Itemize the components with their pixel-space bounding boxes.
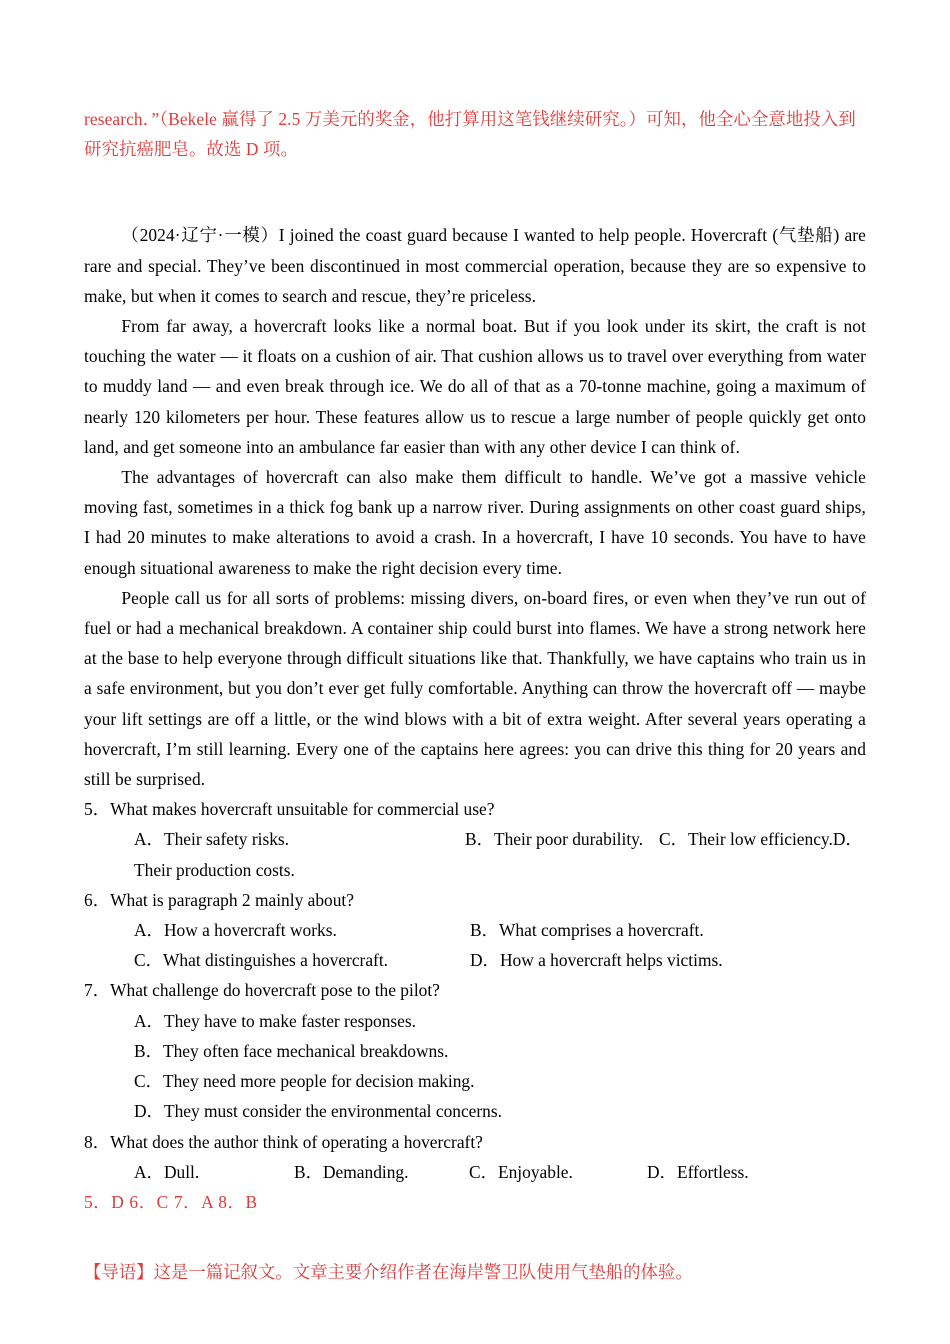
passage-paragraph-1-text: I joined the coast guard because I wanted to help people. Hovercraft (气垫船) are rare and special. They’ve been discontinued in most commercial operation, because they are so expensive to make, but when it comes to search and rescue, they’re priceless. xyxy=(84,225,866,306)
question-7 xyxy=(84,975,866,1126)
spacer xyxy=(84,1217,866,1257)
question-8-number: 8． xyxy=(84,1131,111,1152)
question-6-option-a[interactable]: A．How a hovercraft works. xyxy=(134,920,337,941)
analysis-line-2: 研究抗癌肥皂。故选 D 项。 xyxy=(84,139,298,160)
question-5-option-a[interactable]: A．Their safety risks. xyxy=(134,829,290,850)
passage-paragraph-1 xyxy=(84,220,866,311)
question-8-option-d[interactable]: D．Effortless. xyxy=(647,1161,749,1182)
passage-paragraph-3: The advantages of hovercraft can also make them difficult to handle. We’ve got a massive vehicle moving fast, sometimes in a thick fog bank up a narrow river. During assignments on other coast guard ships, I had 20 minutes to make alterations to avoid a crash. In a hovercraft, I have 10 seconds. You have to have enough situational awareness to make the right decision every time. xyxy=(84,467,866,578)
question-7-option-a[interactable]: A．They have to make faster responses. xyxy=(134,1010,417,1031)
question-8-option-c[interactable]: C．Enjoyable. xyxy=(469,1161,573,1182)
question-7-stem xyxy=(84,975,866,1005)
question-5-option-b[interactable]: B．Their poor durability. xyxy=(465,829,644,850)
question-7-option-d[interactable]: D．They must consider the environmental concerns. xyxy=(134,1101,502,1122)
question-7-option-b[interactable]: B．They often face mechanical breakdowns. xyxy=(134,1040,449,1061)
question-7-option-c[interactable]: C．They need more people for decision making. xyxy=(134,1071,475,1092)
question-6-text: What is paragraph 2 mainly about? xyxy=(110,889,354,910)
question-7-options xyxy=(84,1006,866,1127)
question-7-text: What challenge do hovercraft pose to the pilot? xyxy=(110,980,440,1001)
question-8-text: What does the author think of operating a hovercraft? xyxy=(110,1131,483,1152)
question-6-stem xyxy=(84,885,866,915)
question-6-number: 6． xyxy=(84,889,111,910)
guide-note: 【导语】这是一篇记叙文。文章主要介绍作者在海岸警卫队使用气垫船的体验。 xyxy=(84,1262,693,1283)
question-6-options-row-1 xyxy=(84,915,866,945)
question-8-stem xyxy=(84,1127,866,1157)
question-6-option-c[interactable]: C．What distinguishes a hovercraft. xyxy=(134,950,389,971)
answer-key: 5．D 6．C 7．A 8．B xyxy=(84,1191,258,1212)
question-6-option-b[interactable]: B．What comprises a hovercraft. xyxy=(470,920,704,941)
passage-paragraph-4: People call us for all sorts of problems: missing divers, on-board fires, or even when they’ve run out of fuel or had a mechanical breakdown. A container ship could burst into flames. We have a strong network here at the base to help everyone through difficult situations like that. Thankfully, we have captains who train us in a safe environment, but you don’t ever get fully comfortable. Anything can throw the hovercraft off — maybe your lift settings are off a little, or the wind blows with a bit of extra weight. After several years operating a hovercraft, I’m still learning. Every one of the captains here agrees: you can drive this thing for 20 years and still be surprised. xyxy=(84,587,866,790)
question-5-options xyxy=(84,824,866,884)
question-6-options-row-2 xyxy=(84,945,866,975)
question-5-text: What makes hovercraft unsuitable for commercial use? xyxy=(110,799,495,820)
question-8-options xyxy=(84,1157,866,1187)
question-5-number: 5． xyxy=(84,799,111,820)
question-5-stem xyxy=(84,794,866,824)
question-6-option-d[interactable]: D．How a hovercraft helps victims. xyxy=(470,950,723,971)
question-8-option-a[interactable]: A．Dull. xyxy=(134,1161,200,1182)
question-6 xyxy=(84,885,866,976)
question-8 xyxy=(84,1127,866,1187)
page-content xyxy=(84,104,866,1287)
spacer xyxy=(84,164,866,220)
passage-paragraph-2: From far away, a hovercraft looks like a normal boat. But if you look under its skirt, the craft is not touching the water — it floats on a cushion of air. That cushion allows us to travel over everything from water to muddy land — and even break through ice. We do all of that as a 70-tonne machine, going a maximum of nearly 120 kilometers per hour. These features allow us to rescue a large number of people quickly get onto land, and get someone into an ambulance far easier than with any other device I can think of. xyxy=(84,316,866,457)
question-5 xyxy=(84,794,866,885)
question-8-option-b[interactable]: B．Demanding. xyxy=(294,1161,409,1182)
question-7-number: 7． xyxy=(84,980,111,1001)
analysis-continuation xyxy=(84,104,866,164)
reading-passage xyxy=(84,220,866,794)
passage-source-tag: （2024·辽宁·一模） xyxy=(121,225,279,246)
analysis-line-1: research．”（Bekele 赢得了 2.5 万美元的奖金，他打算用这笔钱继续研究。）可知，他全心全意地投入到 xyxy=(84,109,856,129)
question-5-option-cd[interactable]: C．Their low efficiency.D．Their production costs. xyxy=(134,829,863,880)
